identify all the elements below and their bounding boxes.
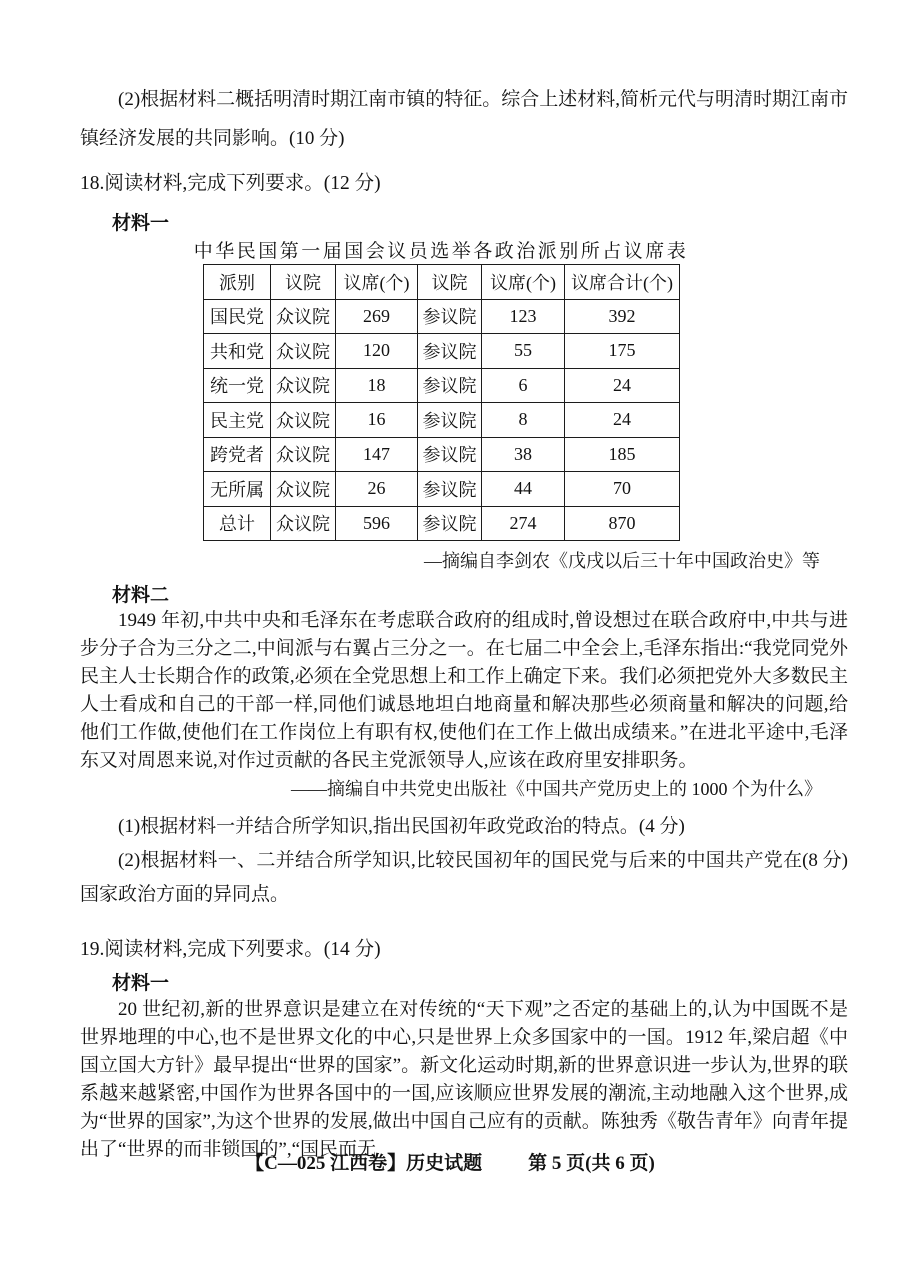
page-footer	[0, 1148, 900, 1175]
seat-table-cell: 共和党	[204, 334, 271, 369]
seat-table-row	[204, 437, 680, 472]
seat-table-row	[204, 299, 680, 334]
seat-table-cell: 44	[482, 472, 565, 507]
question18-sub2	[80, 844, 848, 912]
seat-table-cell: 870	[565, 506, 680, 541]
seat-table-cell: 众议院	[271, 368, 336, 403]
seat-table-cell: 596	[336, 506, 418, 541]
seat-table-source: —摘编自李剑农《戊戌以后三十年中国政治史》等	[424, 551, 820, 571]
seat-table-cell: 274	[482, 506, 565, 541]
seat-table-cell: 26	[336, 472, 418, 507]
seat-table-cell: 147	[336, 437, 418, 472]
seat-table-header-cell: 议席(个)	[336, 265, 418, 300]
seat-table-cell: 参议院	[418, 437, 482, 472]
question18-subquestions	[80, 810, 848, 912]
seat-table-cell: 参议院	[418, 403, 482, 438]
seat-table-cell: 185	[565, 437, 680, 472]
seat-table-header-cell: 议院	[271, 265, 336, 300]
seat-table-head	[204, 265, 680, 300]
seat-table-cell: 392	[565, 299, 680, 334]
seat-table-cell: 众议院	[271, 506, 336, 541]
seat-table-cell: 55	[482, 334, 565, 369]
question18-sub2-text: (2)根据材料一、二并结合所学知识,比较民国初年的国民党与后来的中国共产党在国家政治方面的异同点。	[80, 850, 803, 905]
seat-table-cell: 参议院	[418, 472, 482, 507]
seat-table-cell: 123	[482, 299, 565, 334]
seat-table-cell: 民主党	[204, 403, 271, 438]
question18-sub1: (1)根据材料一并结合所学知识,指出民国初年政党政治的特点。(4 分)	[118, 816, 685, 837]
seat-table	[203, 264, 680, 541]
seat-table-row	[204, 506, 680, 541]
seat-table-row	[204, 368, 680, 403]
question18-sub2-score: (8 分)	[802, 850, 848, 871]
seat-table-cell: 参议院	[418, 506, 482, 541]
seat-table-cell: 统一党	[204, 368, 271, 403]
question19-heading: 19.阅读材料,完成下列要求。(14 分)	[80, 939, 381, 960]
seat-table-cell: 跨党者	[204, 437, 271, 472]
seat-table-header-cell: 议院	[418, 265, 482, 300]
question18-material2-label: 材料二	[112, 585, 170, 606]
seat-table-cell: 国民党	[204, 299, 271, 334]
seat-table-cell: 众议院	[271, 472, 336, 507]
footer-page-number: 第 5 页(共 6 页)	[528, 1153, 655, 1174]
seat-table-cell: 120	[336, 334, 418, 369]
seat-table-body	[204, 299, 680, 541]
seat-table-cell: 269	[336, 299, 418, 334]
seat-table-cell: 38	[482, 437, 565, 472]
seat-table-cell: 18	[336, 368, 418, 403]
seat-table-cell: 24	[565, 403, 680, 438]
seat-table-cell: 众议院	[271, 334, 336, 369]
question19-material1-label: 材料一	[112, 973, 170, 994]
seat-table-cell: 16	[336, 403, 418, 438]
seat-table-header-row	[204, 265, 680, 300]
seat-table-header-cell: 议席(个)	[482, 265, 565, 300]
seat-table-cell: 无所属	[204, 472, 271, 507]
seat-table-cell: 参议院	[418, 368, 482, 403]
seat-table-cell: 6	[482, 368, 565, 403]
seat-table-row	[204, 334, 680, 369]
seat-table-cell: 参议院	[418, 299, 482, 334]
seat-table-cell: 众议院	[271, 299, 336, 334]
seat-table-header-cell: 议席合计(个)	[565, 265, 680, 300]
seat-table-row	[204, 403, 680, 438]
question18-material2-paragraph: 1949 年初,中共中央和毛泽东在考虑联合政府的组成时,曾设想过在联合政府中,中共与进步分子合为三分之二,中间派与右翼占三分之一。在七届二中全会上,毛泽东指出:“我党同党外民主人士长期合作的政策,必须在全党思想上和工作上确定下来。我们必须把党外大多数民主人士看成和自己的干部一样,同他们诚恳地坦白地商量和解决那些必须商量和解决的问题,给他们工作做,使他们在工作岗位上有职有权,使他们在工作上做出成绩来。”在进北平途中,毛泽东又对周恩来说,对作过贡献的各民主党派领导人,应该在政府里安排职务。	[80, 610, 848, 771]
seat-table-row	[204, 472, 680, 507]
question19-material1-paragraph: 20 世纪初,新的世界意识是建立在对传统的“天下观”之否定的基础上的,认为中国既不是世界地理的中心,也不是世界文化的中心,只是世界上众多国家中的一国。1912 年,梁启超《中国立国大方针》最早提出“世界的国家”。新文化运动时期,新的世界意识进一步认为,世界的联系越来越紧密,中国作为世界各国中的一国,应该顺应世界发展的潮流,主动地融入这个世界,成为“世界的国家”,为这个世界的发展,做出中国自己应有的贡献。陈独秀《敬告青年》向青年提出了“世界的而非锁国的”,“国民而无	[80, 999, 848, 1160]
question18-heading: 18.阅读材料,完成下列要求。(12 分)	[80, 173, 381, 194]
footer-exam-title: 【C—025 江西卷】历史试题	[245, 1153, 483, 1174]
seat-table-cell: 总计	[204, 506, 271, 541]
seat-table-cell: 24	[565, 368, 680, 403]
seat-table-cell: 众议院	[271, 437, 336, 472]
seat-table-cell: 8	[482, 403, 565, 438]
seat-table-cell: 参议院	[418, 334, 482, 369]
seat-table-cell: 175	[565, 334, 680, 369]
question18-material1-label: 材料一	[112, 213, 170, 234]
seat-table-cell: 众议院	[271, 403, 336, 438]
seat-table-cell: 70	[565, 472, 680, 507]
seat-table-title: 中华民国第一届国会议员选举各政治派别所占议席表	[193, 241, 689, 262]
seat-table-header-cell: 派别	[204, 265, 271, 300]
question18-material2-source: ——摘编自中共党史出版社《中国共产党历史上的 1000 个为什么》	[291, 779, 822, 799]
question17-part2: (2)根据材料二概括明清时期江南市镇的特征。综合上述材料,简析元代与明清时期江南市镇经济发展的共同影响。(10 分)	[80, 89, 848, 149]
